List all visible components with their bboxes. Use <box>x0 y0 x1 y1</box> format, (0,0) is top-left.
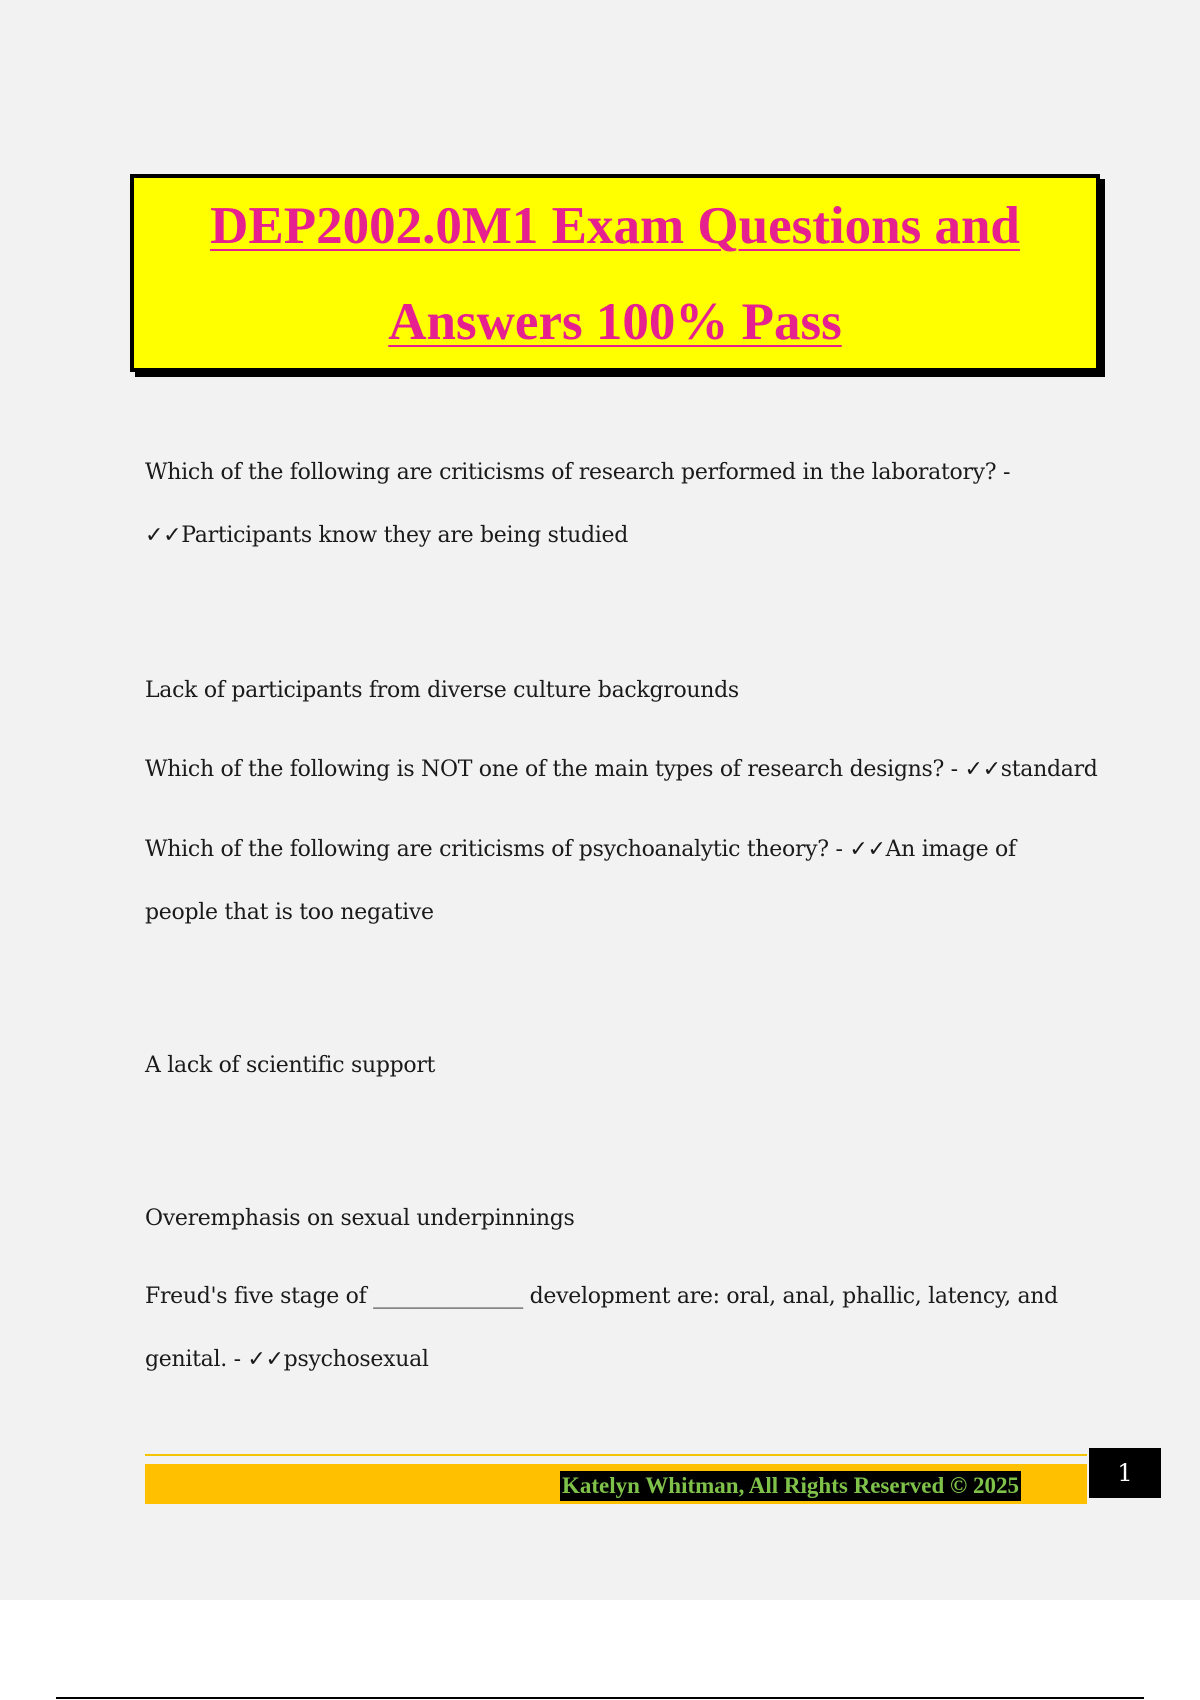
page-number: 1 <box>1089 1448 1161 1498</box>
answer-3-text: people that is too negative <box>145 900 434 925</box>
answer-3-continuation-2: Overemphasis on sexual underpinnings <box>145 1206 575 1231</box>
answer-4-text: genital. - ✓✓psychosexual <box>145 1347 429 1372</box>
footer-divider <box>145 1454 1087 1456</box>
title-line-1: DEP2002.0M1 Exam Questions and <box>210 197 1020 255</box>
page-bottom-divider <box>56 1697 1144 1699</box>
title-line-2: Answers 100% Pass <box>388 293 842 351</box>
title-box <box>130 174 1100 372</box>
question-4-text: Freud's five stage of ______________ development are: oral, anal, phallic, latency, and <box>145 1284 1058 1309</box>
question-3-text: Which of the following are criticisms of psychoanalytic theory? - ✓✓An image of <box>145 837 1016 862</box>
footer-copyright: Katelyn Whitman, All Rights Reserved © 2025 <box>560 1471 1021 1501</box>
answer-3-continuation-1: A lack of scientific support <box>145 1053 436 1078</box>
answer-1-text: ✓✓Participants know they are being studied <box>145 523 629 548</box>
answer-1-continuation: Lack of participants from diverse culture backgrounds <box>145 678 739 703</box>
question-2-text: Which of the following is NOT one of the main types of research designs? - ✓✓standard <box>145 757 1098 782</box>
question-1-text: Which of the following are criticisms of research performed in the laboratory? - <box>145 460 1011 485</box>
